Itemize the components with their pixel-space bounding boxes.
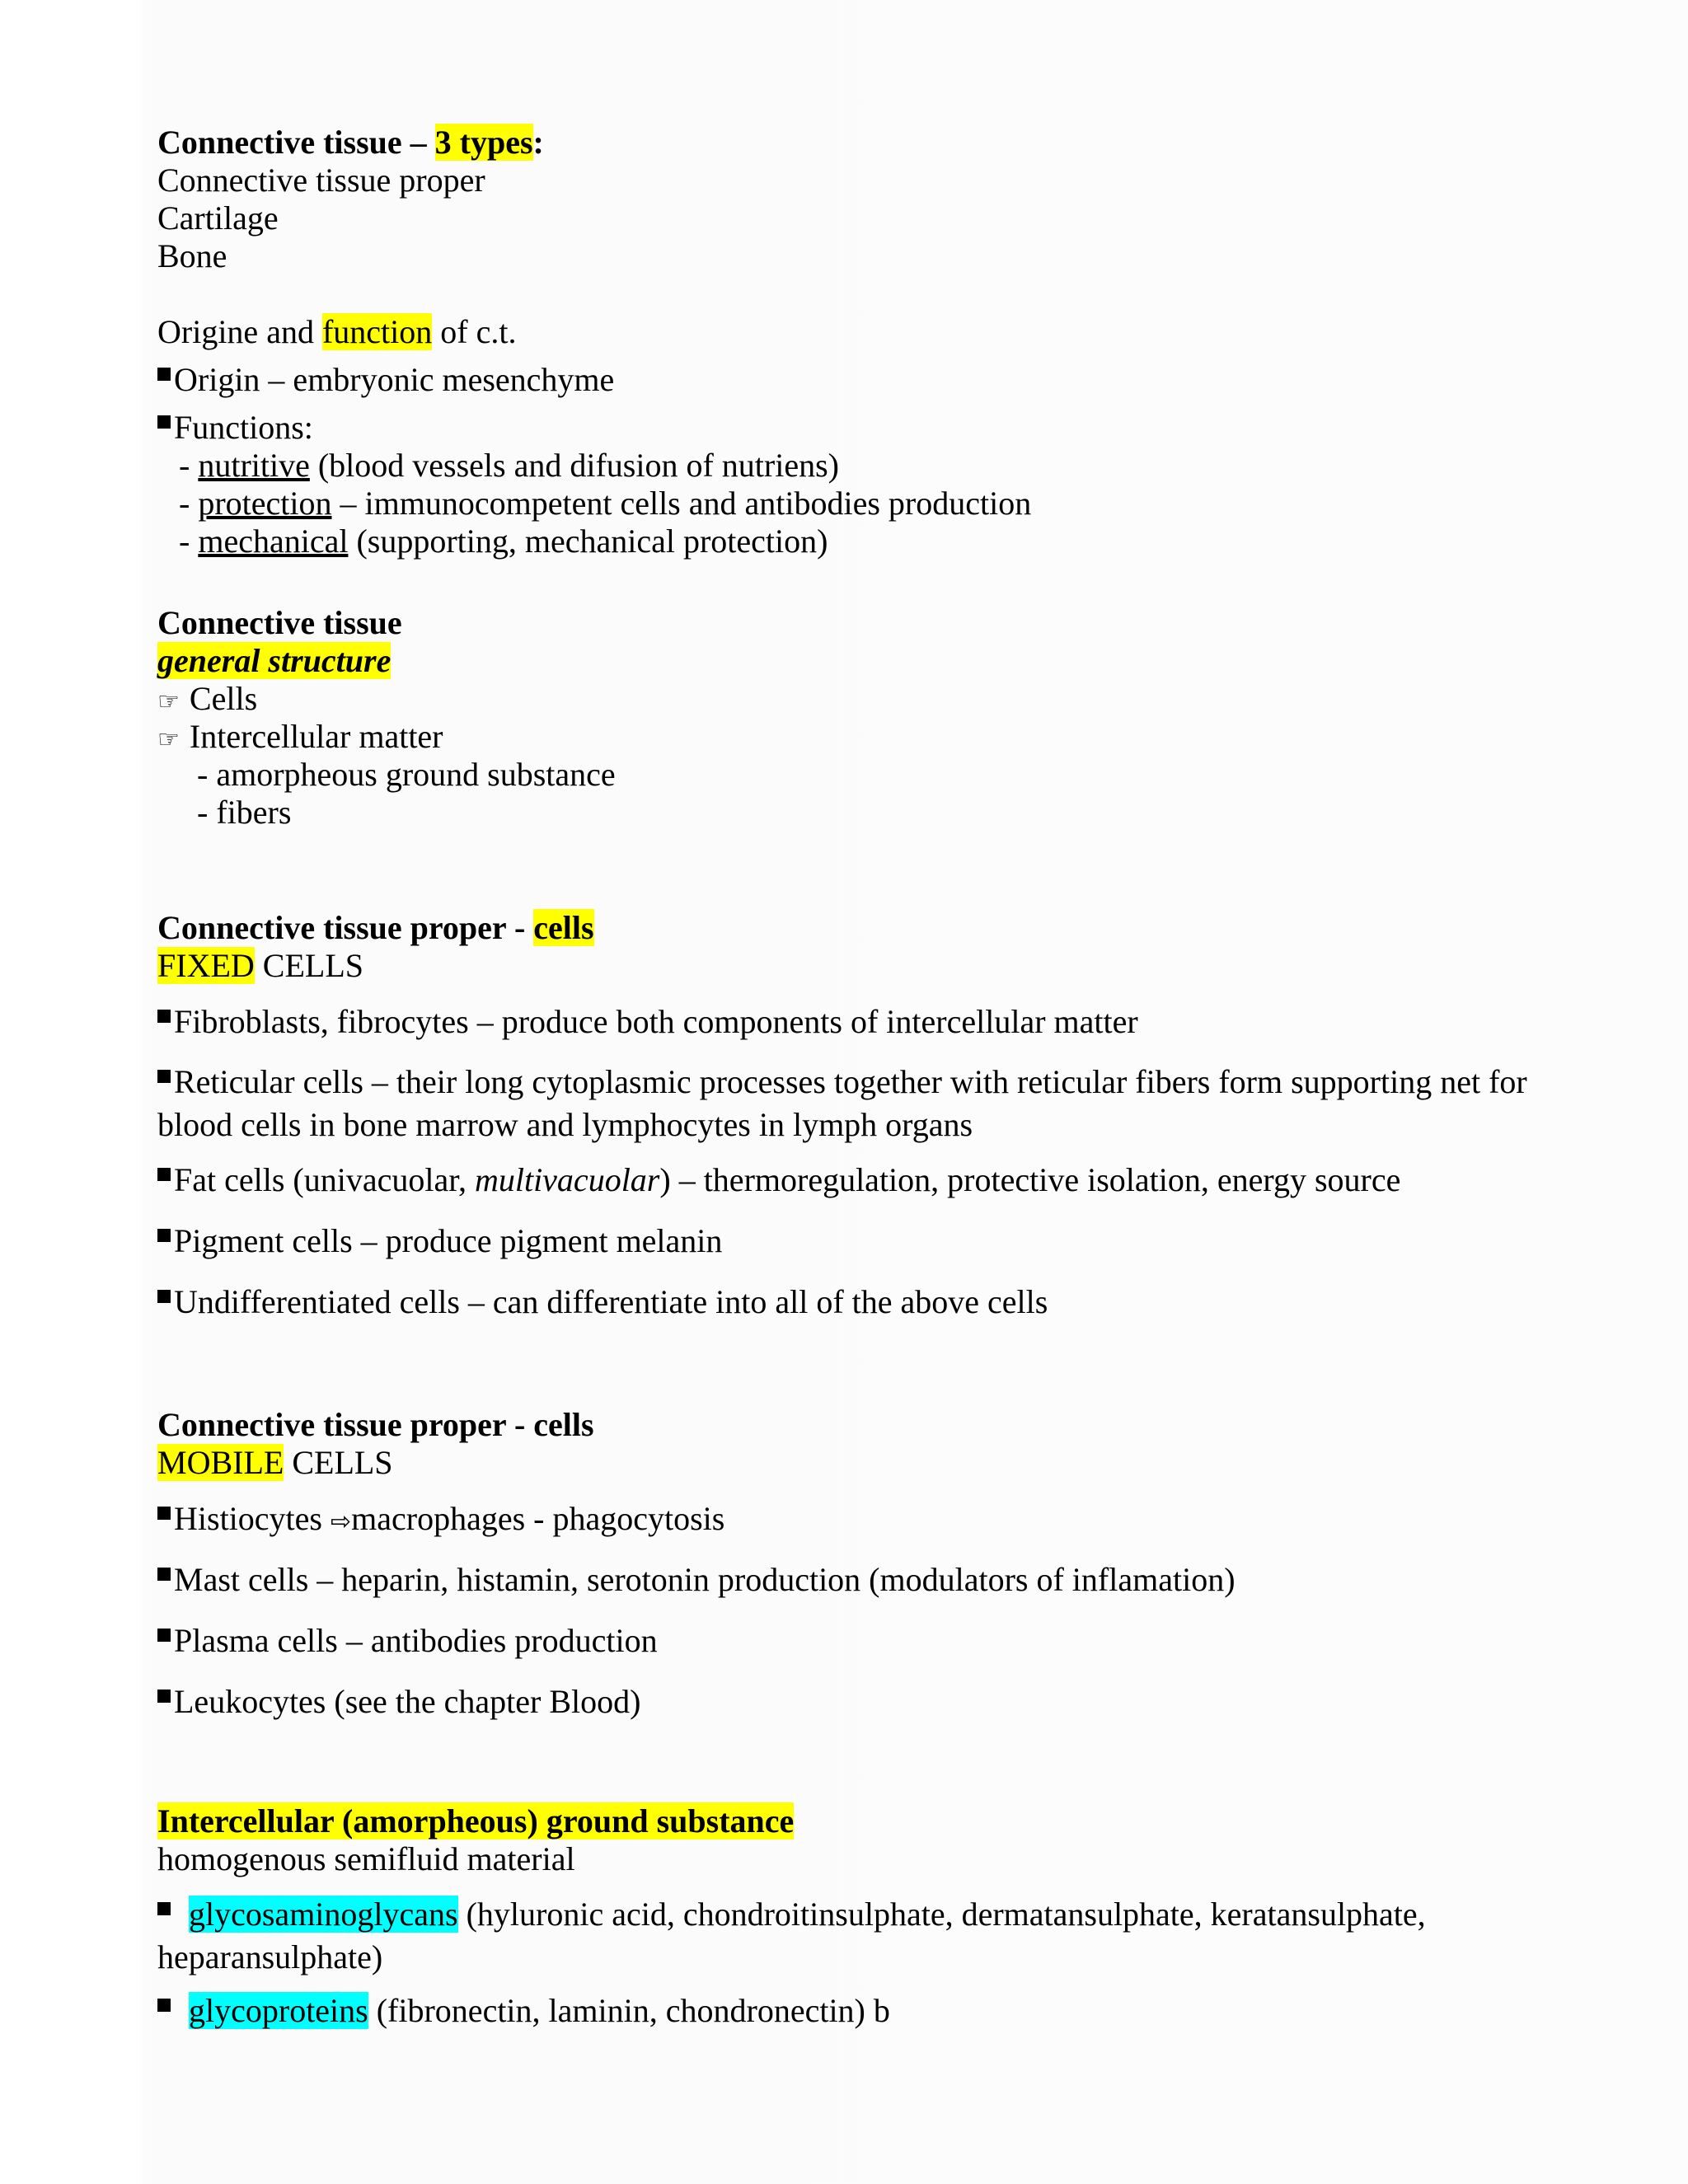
- function-highlight: function: [321, 313, 433, 350]
- ground-heading: Intercellular (amorpheous) ground substance: [157, 1802, 795, 1840]
- fixed-cell-item: Pigment cells – produce pigment melanin: [157, 1222, 1559, 1260]
- function-item: - protection – immunocompetent cells and antibodies production: [179, 485, 1032, 522]
- structure-sub-item: - amorpheous ground substance: [197, 756, 616, 793]
- structure-sub-item: - fibers: [197, 794, 292, 831]
- mobile-heading: Connective tissue proper - cells: [157, 1406, 594, 1443]
- square-bullet-icon: [157, 415, 171, 429]
- ground-substance-section: [157, 1802, 1559, 2030]
- types-heading: Connective tissue – 3 types:: [157, 124, 544, 161]
- square-bullet-icon: [157, 1629, 171, 1642]
- function-item: - nutritive (blood vessels and difusion of nutriens): [179, 447, 839, 484]
- square-bullet-icon: [157, 1010, 171, 1023]
- square-bullet-icon: [157, 1070, 171, 1083]
- ground-item: glycosaminoglycans (hyluronic acid, chondroitinsulphate, dermatansulphate, keratansulphate, heparansulphate): [157, 1896, 1426, 1975]
- origin-title: Origine and function of c.t.: [157, 313, 517, 350]
- right-arrow-icon: ⇨: [330, 1507, 352, 1536]
- square-bullet-icon: [157, 1229, 171, 1242]
- origin-bullet: Origin – embryonic mesenchyme: [157, 361, 1031, 399]
- square-bullet-icon: [157, 1568, 171, 1581]
- mobile-cells-section: [157, 1406, 1236, 1721]
- types-item: Cartilage: [157, 199, 279, 237]
- fixed-cells-section: [157, 909, 1559, 1321]
- fixed-label: FIXED CELLS: [157, 947, 364, 984]
- square-bullet-icon: [157, 368, 171, 381]
- square-bullet-icon: [157, 1507, 171, 1520]
- types-item: Bone: [157, 237, 227, 274]
- fixed-heading: Connective tissue proper - cells: [157, 909, 594, 946]
- fixed-cell-item: Reticular cells – their long cytoplasmic processes together with reticular fibers form supporting net for blood cells in bone marrow and lymphocytes in lymph organs: [157, 1063, 1527, 1143]
- origin-section: [157, 313, 1031, 560]
- pointing-hand-icon: ☞: [157, 725, 180, 754]
- mobile-label: MOBILE CELLS: [157, 1444, 393, 1481]
- structure-subheading: general structure: [157, 642, 392, 679]
- structure-bullet: ☞ Intercellular matter: [157, 718, 443, 755]
- types-item: Connective tissue proper: [157, 162, 485, 199]
- fixed-cell-item: Undifferentiated cells – can differentiate into all of the above cells: [157, 1283, 1559, 1321]
- mobile-cell-item: Leukocytes (see the chapter Blood): [157, 1683, 1236, 1721]
- square-bullet-icon: [157, 1168, 171, 1181]
- function-item: - mechanical (supporting, mechanical protection): [179, 523, 828, 560]
- types-section: [157, 124, 544, 275]
- structure-heading: Connective tissue: [157, 604, 402, 641]
- structure-bullet: ☞ Cells: [157, 680, 258, 717]
- mobile-cell-item: Mast cells – heparin, histamin, serotonin production (modulators of inflamation): [157, 1561, 1236, 1599]
- square-bullet-icon: [157, 1902, 171, 1915]
- fixed-cell-item: Fat cells (univacuolar, multivacuolar) – thermoregulation, protective isolation, energy source: [157, 1161, 1559, 1199]
- square-bullet-icon: [157, 1999, 171, 2012]
- structure-section: [157, 604, 616, 832]
- square-bullet-icon: [157, 1690, 171, 1703]
- ground-item: glycoproteins (fibronectin, laminin, chondronectin) b: [157, 1992, 1559, 2030]
- fixed-cell-item: Fibroblasts, fibrocytes – produce both components of intercellular matter: [157, 1003, 1559, 1041]
- types-highlight: 3 types: [434, 124, 533, 161]
- ground-subtitle: homogenous semifluid material: [157, 1840, 575, 1877]
- square-bullet-icon: [157, 1290, 171, 1303]
- mobile-cell-item: Histiocytes ⇨macrophages - phagocytosis: [157, 1500, 1236, 1538]
- functions-bullet: Functions:: [157, 409, 1031, 447]
- pointing-hand-icon: ☞: [157, 687, 180, 716]
- mobile-cell-item: Plasma cells – antibodies production: [157, 1622, 1236, 1660]
